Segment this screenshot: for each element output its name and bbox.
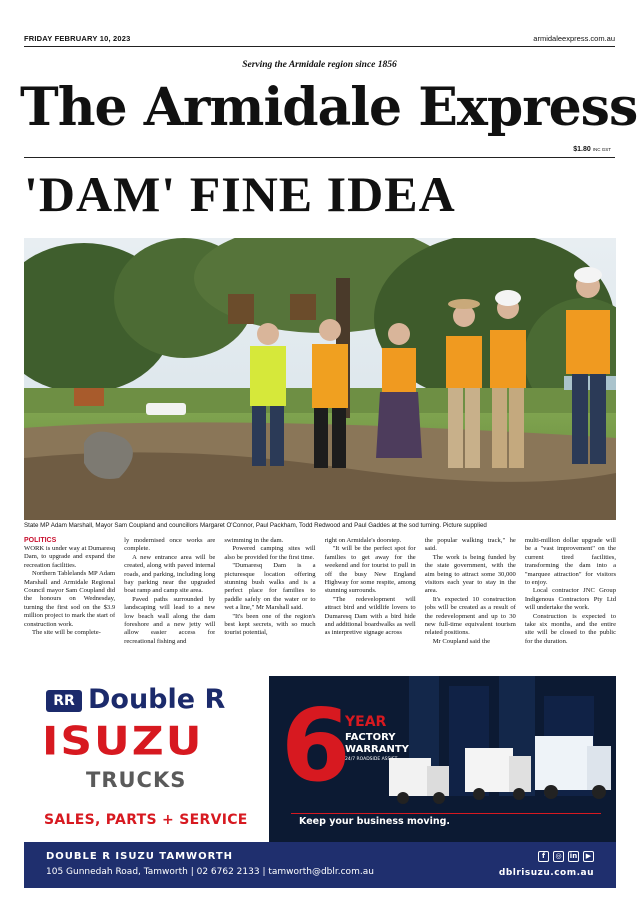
price-label [573,146,611,153]
dealer-website[interactable]: dblrisuzu.com.au [498,868,594,878]
isuzu-logo: ISUZU [42,718,204,765]
masthead-title: The Armidale Express [20,77,638,138]
dealer-contact[interactable]: 105 Gunnedah Road, Tamworth | 02 6762 2133 | tamworth@dblr.com.au [46,867,374,877]
paragraph: WORK is under way at Dumaresq Dam, to upgrade and expand the recreation facilities. [24,545,116,569]
paragraph: Northern Tablelands MP Adam Marshall and Armidale Regional Council mayor Sam Coupland did the honours on Wednesday, turning the first sod on the $3.9 million project to mark the start of construction work. [24,570,116,628]
facebook-icon[interactable]: f [538,851,549,862]
paragraph: "It's been one of the region's best kept secrets, with so much tourist potential, [224,612,316,637]
paragraph: Mr Coupland said the [432,637,491,645]
paragraph: "It will be the perfect spot for families to get away for the weekend and for tourist to pull in off the busy New England Highway for some respite, among stunning surrounds. [324,545,416,595]
article-column [224,537,315,667]
paragraph: Paved paths surrounded by landscaping will lead to a new low beach wall along the dam foreshore and a new jetty will allow easier access for recreational fishing and [124,595,216,645]
linkedin-icon[interactable]: in [569,852,578,860]
paragraph: "Dumaresq Dam is a picturesque location offering stunning bush walks and is a perfect place for families to paddle safely on the water or to wet a line," Mr Marshall said. [224,562,316,612]
paragraph: swimming in the dam. [224,537,284,544]
price-value: $1.80 [573,146,591,153]
paragraph: Powered camping sites will also be provided for the first time. [224,545,316,561]
sales-label: SALES, PARTS + SERVICE [44,812,248,828]
warranty-factory: FACTORY [345,732,396,743]
article-column [525,537,616,667]
paragraph: The site will be complete- [32,629,101,637]
double-r-logo-icon: RR [46,690,82,712]
price-note: INC GST [592,147,611,152]
lead-photo [24,238,616,520]
top-bar [24,30,615,46]
isuzu-advert[interactable] [24,676,616,888]
article-column [124,537,215,667]
masthead-tagline: Serving the Armidale region since 1856 [242,60,397,70]
paragraph: Local contractor JNC Group Indigenous Contractors Pty Ltd will undertake the work. [524,587,617,612]
paragraph: It's expected 10 construction jobs will be created as a result of the redevelopment and up to 30 new full-time equivalent tourism related positions. [424,595,516,637]
paragraph: A new entrance area will be created, along with paved internal roads, and parking, including long bay parking near the upgraded boat ramp and camp site area. [124,553,216,595]
paragraph: The work is being funded by the state government, with the aim being to attract some 30,000 visitors each year to stay in the area. [424,553,516,595]
warranty-word: WARRANTY [345,744,409,755]
issue-date: FRIDAY FEBRUARY 10, 2023 [24,33,131,43]
advert-footer [24,842,616,888]
advert-slogan: Keep your business moving. [299,816,451,827]
dealer-name: DOUBLE R ISUZU TAMWORTH [46,851,234,862]
paragraph: ly modernised once works are complete. [124,537,216,553]
youtube-icon[interactable]: ▶ [583,851,594,862]
roadside-assist: 24/7 ROADSIDE ASSIST [345,757,398,762]
headline: 'DAM' FINE IDEA [24,166,456,222]
section-label: POLITICS [24,537,57,544]
article-column [325,537,416,667]
photo-caption: State MP Adam Marshall, Mayor Sam Coupland and councillors Margaret O'Connor, Paul Packham, Todd Redwood and Paul Gaddes at the sod turning. Picture supplied [24,522,487,529]
paragraph: the popular walking track," he said. [424,537,516,553]
article-column [425,537,516,667]
paragraph: multi-million dollar upgrade will be a "vast improvement" on the current tired facilities, transforming the dam into a "marquee attraction" for visitors to enjoy. [524,537,617,587]
paragraph: right on Armidale's doorstep. [324,537,402,544]
instagram-icon[interactable]: ◎ [553,851,564,862]
advert-warranty-panel [269,676,616,842]
top-rule [24,46,615,47]
warranty-year: YEAR [345,714,387,730]
advert-brand-panel [24,676,269,842]
slogan-rule [291,813,601,814]
website-link[interactable]: armidaleexpress.com.au [533,33,615,43]
social-icons [538,851,594,862]
sod-turning-photo [24,238,616,520]
warranty-number: 6 [281,687,351,804]
paragraph: Construction is expected to take six months, and the entire site will be closed to the public for the duration. [524,612,617,645]
article-column [24,537,115,667]
masthead-rule [24,157,615,158]
trucks-label: TRUCKS [86,768,187,792]
brand-name: Double R [88,684,226,715]
article-body [24,537,616,667]
paragraph: "The redevelopment will attract bird and wildlife lovers to Dumaresq Dam with a bird hide and additional boardwalks as well as interpretive signage across [324,595,416,637]
